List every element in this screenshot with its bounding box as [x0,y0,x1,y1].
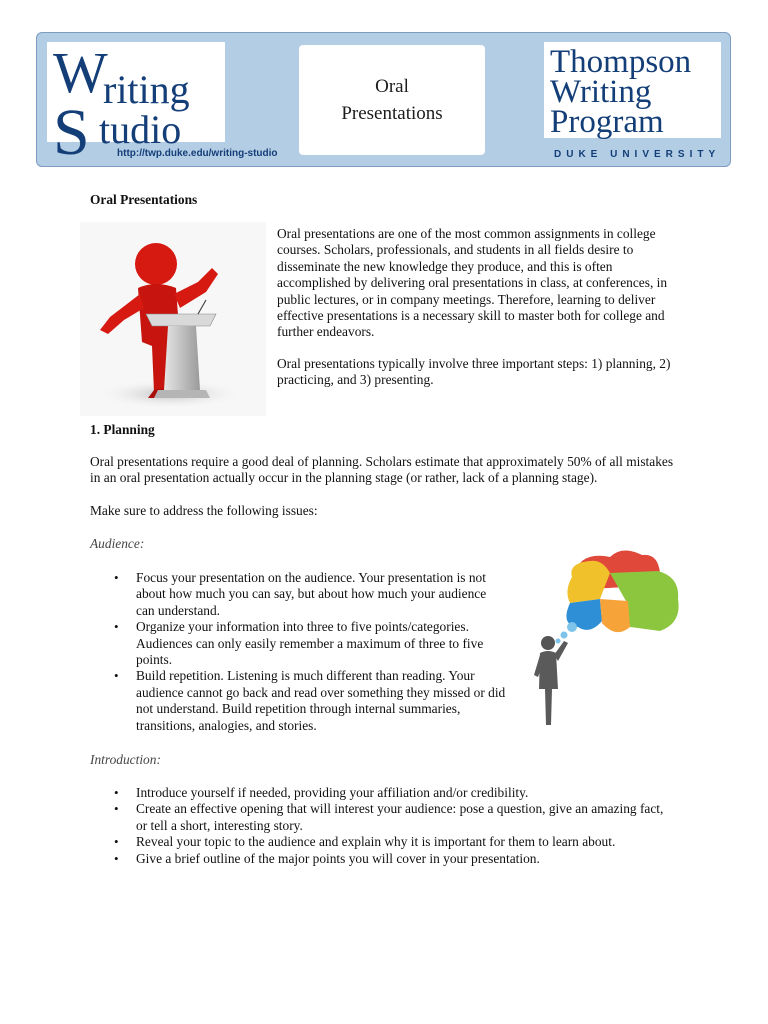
bullet-glyph: • [114,668,119,684]
header-banner [36,32,731,167]
logo-right-line-1: Thompson [550,44,692,80]
list-item-text: Introduce yourself if needed, providing your affiliation and/or credibility. [136,785,529,800]
list-item [114,570,506,619]
planning-issues-line: Make sure to address the following issues: [90,503,318,518]
intro-paragraph-2: Oral presentations typically involve three important steps: 1) planning, 2) practicing, and 3) presenting. [277,356,671,388]
duke-university-label: DUKE UNIVERSITY [554,149,721,160]
bullet-glyph: • [114,570,119,585]
list-item [114,834,666,850]
section-title: Oral Presentations [90,192,198,207]
thinking-person-puzzle-illustration [530,543,690,729]
logo-right-line-3: Program [550,104,664,140]
title-line-2: Presentations [341,103,443,124]
logo-word-tudio: tudio [99,107,182,152]
logo-word-riting: riting [103,67,190,112]
list-item-text: Create an effective opening that will interest your audience: pose a question, give an amazing fact, or tell a short, interesting story. [136,801,664,833]
introduction-heading: Introduction: [90,752,161,767]
logo-letter-s: S [53,96,90,169]
bullet-glyph: • [114,801,119,817]
logo-letter-w: W [53,40,108,105]
bullet-glyph: • [114,850,119,866]
list-item [114,785,666,801]
intro-paragraph-1: Oral presentations are one of the most common assignments in college courses. Scholars, professionals, and students in all fields desire to disseminate the new knowledge they produce, and this is often accomplished by delivering oral presentations in class, at conferences, in public lectures, or in company meetings. Therefore, learning to deliver effective presentations is a necessary skill to master both for college and further endeavors. [277,226,668,340]
writing-studio-url[interactable]: http://twp.duke.edu/writing-studio [117,148,278,159]
list-item [114,850,666,867]
planning-paragraph: Oral presentations require a good deal of planning. Scholars estimate that approximately 50% of all mistakes in an oral presentation actually occur in the planning stage (or rather, lack of a planning stage). [90,454,674,486]
planning-heading: 1. Planning [90,422,155,437]
audience-heading: Audience: [90,536,145,551]
title-line-1: Oral [375,76,409,97]
list-item-text: Build repetition. Listening is much different than reading. Your audience cannot go back and read over something they missed or did not understand. Build repetition through internal summaries, transitions, analogies, and stories. [136,668,506,733]
bullet-glyph: • [114,785,119,800]
list-item-text: Reveal your topic to the audience and explain why it is important for them to learn about. [136,834,616,850]
list-item-text: Organize your information into three to five points/categories. Audiences can only easily remember a maximum of three to five points. [136,619,484,668]
speaker-at-podium-illustration [80,222,266,416]
thompson-writing-program-logo [544,42,721,138]
list-item-text: Focus your presentation on the audience. Your presentation is not about how much you can say, but about how much your audience can understand. [136,570,487,618]
bullet-glyph: • [114,834,119,850]
logo-right-line-2: Writing [550,74,652,110]
title-box [299,45,485,155]
list-item [114,801,666,834]
bullet-glyph: • [114,619,119,635]
audience-list [114,570,506,734]
list-item [114,619,506,668]
list-item-text: Give a brief outline of the major points you will cover in your presentation. [136,850,540,866]
list-item [114,668,506,734]
introduction-list [114,785,666,867]
